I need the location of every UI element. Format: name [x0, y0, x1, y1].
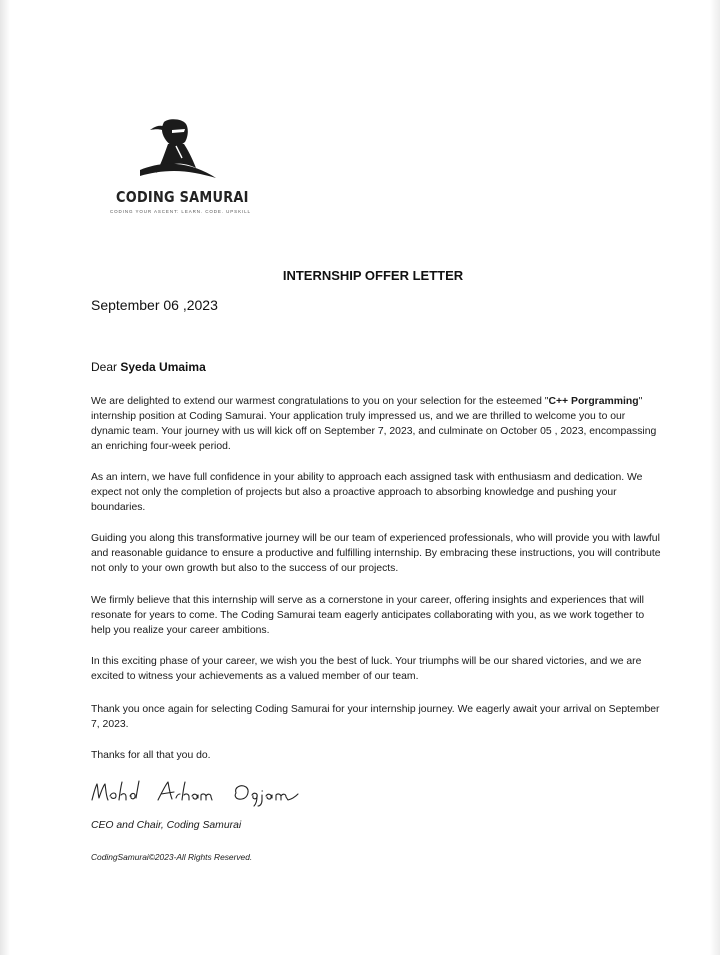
- paragraph-closing: Thanks for all that you do.: [91, 750, 211, 761]
- company-name: CODING SAMURAI: [116, 188, 249, 206]
- handwritten-signature: [88, 778, 308, 808]
- paragraph-1-body: " internship position at Coding Samurai. Your application truly impressed us, and we are thrilled to welcome you to our dynamic team. Your journey with us will kick off on September 7, 2023, and culminate on October 05 , 2023, encompassing an enriching four-week period.: [91, 396, 657, 452]
- paragraph-1-intro: We are delighted to extend our warmest congratulations to you on your selection for the esteemed ": [91, 396, 549, 407]
- paragraph-best-wishes: In this exciting phase of your career, we wish you the best of luck. Your triumphs will be our shared victories, and we are excited to witness your achievements as a valued member of our team.: [91, 656, 642, 682]
- samurai-ninja-icon: [138, 118, 218, 188]
- company-tagline: CODING YOUR ASCENT: LEARN. CODE. UPSKILL: [110, 209, 251, 214]
- paragraph-congratulations: [91, 394, 661, 454]
- salutation: [91, 360, 206, 374]
- page-edge-right: [710, 0, 720, 955]
- letter-title: INTERNSHIP OFFER LETTER: [282, 268, 464, 283]
- paragraph-cornerstone: We firmly believe that this internship will serve as a cornerstone in your career, offering insights and experiences that will resonate for years to come. The Coding Samurai team eagerly anticipates collaborating with you, as we work together to help you realize your career ambitions.: [91, 595, 645, 636]
- course-name: C++ Porgramming: [548, 396, 639, 407]
- company-logo: [108, 118, 278, 218]
- signer-title: CEO and Chair, Coding Samurai: [91, 820, 242, 831]
- recipient-name: Syeda Umaima: [120, 360, 206, 374]
- page-edge-left: [0, 0, 10, 955]
- paragraph-thank-you: Thank you once again for selecting Coding Samurai for your internship journey. We eagerly await your arrival on September 7, 2023.: [91, 704, 660, 730]
- paragraph-expectations: As an intern, we have full confidence in your ability to approach each assigned task with enthusiasm and dedication. We expect not only the completion of projects but also a proactive approach to absorbing knowledge and pushing your boundaries.: [91, 472, 643, 513]
- letter-date: September 06 ,2023: [91, 297, 218, 313]
- copyright-notice: CodingSamurai©2023-All Rights Reserved.: [91, 852, 253, 862]
- salutation-word: Dear: [91, 360, 118, 374]
- paragraph-guidance: Guiding you along this transformative journey will be our team of experienced professionals, who will provide you with lawful and reasonable guidance to ensure a productive and fulfilling internship. By embracing these instructions, you will contribute not only to your own growth but also to the success of our projects.: [91, 533, 661, 574]
